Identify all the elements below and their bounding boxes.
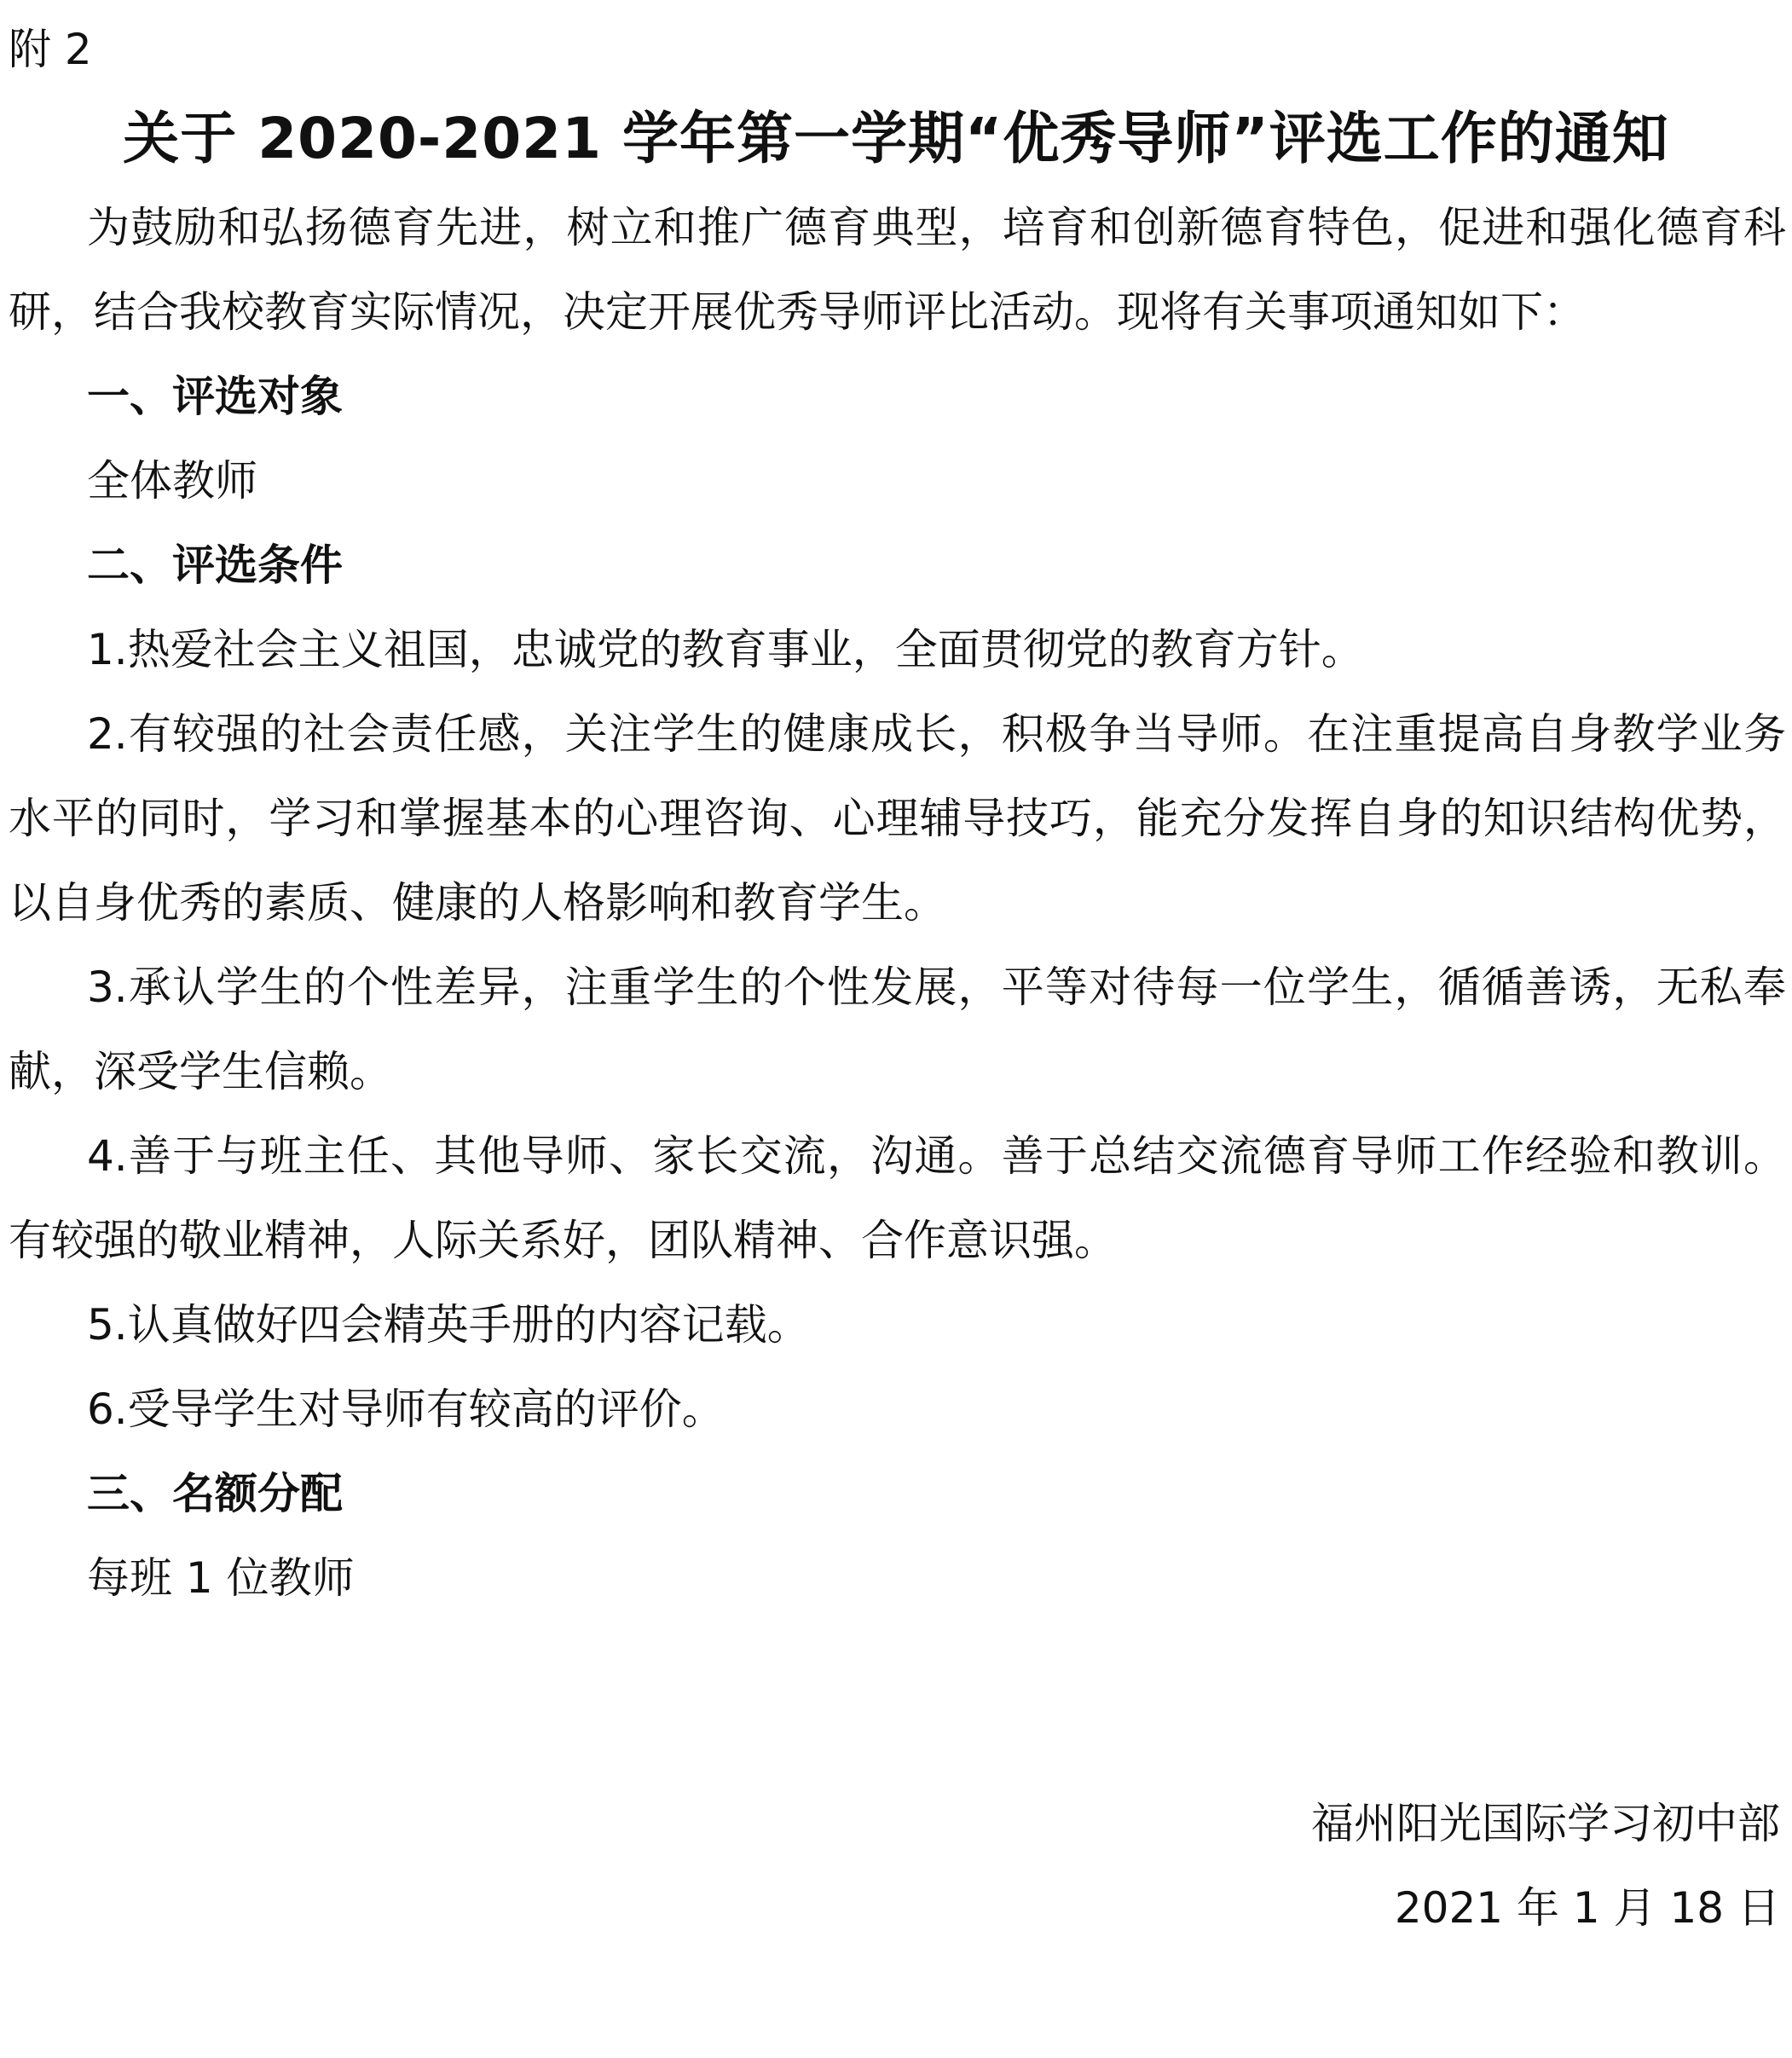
quota-text: 每班 1 位教师 xyxy=(87,1553,355,1603)
signature-block xyxy=(1311,1782,1780,1951)
attachment-label: 附 2 xyxy=(9,25,92,74)
intro-paragraph: 为鼓励和弘扬德育先进，树立和推广德育典型，培育和创新德育特色，促进和强化德育科研，结合我校教育实际情况，决定开展优秀导师评比活动。现将有关事项通知如下： xyxy=(9,203,1786,337)
criteria-item-5: 5.认真做好四会精英手册的内容记载。 xyxy=(87,1300,810,1350)
criteria-item-3: 3.承认学生的个性差异，注重学生的个性发展，平等对待每一位学生，循循善诱，无私奉献，深受学生信赖。 xyxy=(9,963,1786,1096)
criteria-item-4: 4.善于与班主任、其他导师、家长交流，沟通。善于总结交流德育导师工作经验和教训。有较强的敬业精神，人际关系好，团队精神、合作意识强。 xyxy=(9,1131,1786,1265)
section-heading-quota: 三、名额分配 xyxy=(87,1469,343,1518)
selection-target-text: 全体教师 xyxy=(87,456,257,506)
criteria-item-6: 6.受导学生对导师有较高的评价。 xyxy=(87,1385,725,1434)
notice-body xyxy=(9,186,1786,1621)
section-heading-selection-target: 一、评选对象 xyxy=(87,372,343,421)
signature-date: 2021 年 1 月 18 日 xyxy=(1394,1883,1780,1933)
criteria-item-1: 1.热爱社会主义祖国，忠诚党的教育事业，全面贯彻党的教育方针。 xyxy=(87,625,1364,674)
section-heading-selection-criteria: 二、评选条件 xyxy=(87,541,343,590)
criteria-item-2: 2.有较强的社会责任感，关注学生的健康成长，积极争当导师。在注重提高自身教学业务水平的同时，学习和掌握基本的心理咨询、心理辅导技巧，能充分发挥自身的知识结构优势，以自身优秀的素质、健康的人格影响和教育学生。 xyxy=(9,709,1786,928)
notice-title: 关于 2020-2021 学年第一学期“优秀导师”评选工作的通知 xyxy=(123,106,1669,171)
signature-organization: 福州阳光国际学习初中部 xyxy=(1311,1799,1780,1848)
